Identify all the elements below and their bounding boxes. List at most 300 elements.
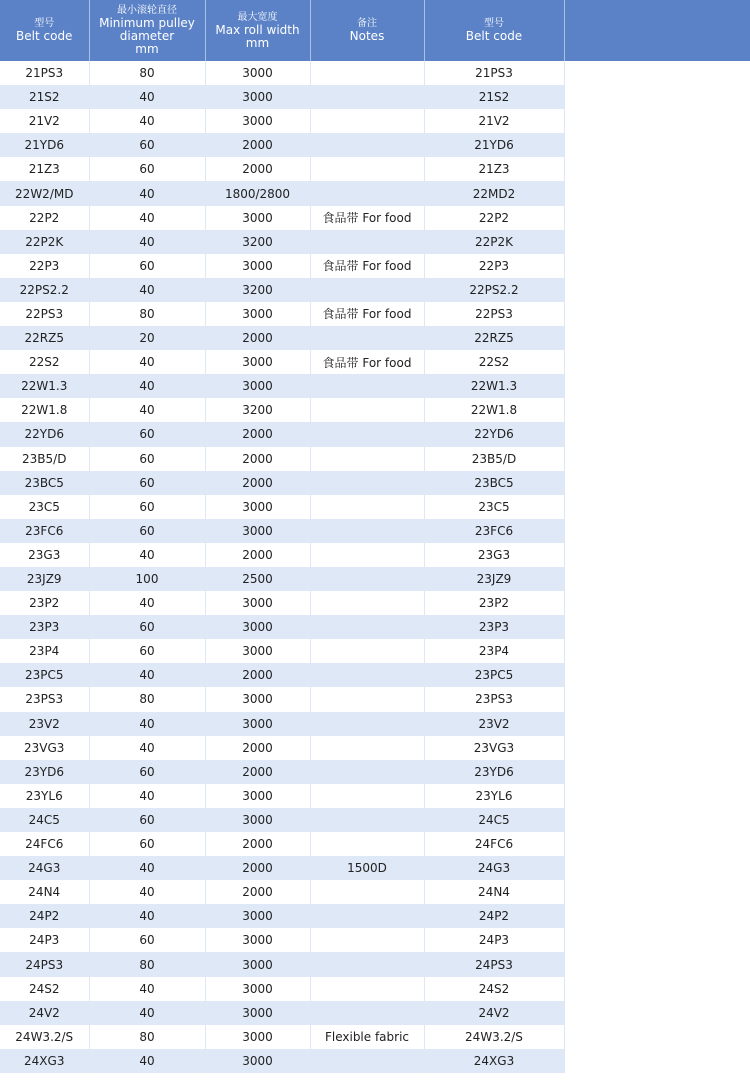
cell-min-pulley-diameter: 60 [89,422,205,446]
cell-belt-code-right: 23P3 [424,615,564,639]
cell-belt-code-right: 23PC5 [424,663,564,687]
cell-notes [310,278,424,302]
table-row [0,1049,750,1073]
cell-belt-code-right: 22P2 [424,206,564,230]
cell-min-pulley-diameter: 40 [89,206,205,230]
cell-belt-code: 21Z3 [0,157,89,181]
cell-notes: Flexible fabric [310,1025,424,1049]
cell-max-roll-width: 3000 [205,254,310,278]
row-spacer [564,639,750,663]
row-spacer [564,856,750,880]
cell-max-roll-width: 3200 [205,398,310,422]
cell-max-roll-width: 3000 [205,591,310,615]
cell-belt-code-right: 22MD2 [424,181,564,205]
cell-belt-code: 22W1.8 [0,398,89,422]
cell-notes [310,133,424,157]
row-spacer [564,519,750,543]
row-spacer [564,615,750,639]
table-row [0,181,750,205]
row-spacer [564,206,750,230]
table-row [0,230,750,254]
table-row [0,1025,750,1049]
row-spacer [564,181,750,205]
row-spacer [564,302,750,326]
cell-min-pulley-diameter: 60 [89,157,205,181]
table-row [0,784,750,808]
cell-belt-code: 22PS3 [0,302,89,326]
row-spacer [564,1025,750,1049]
header-max-roll-width-cn: 最大宽度 [237,11,278,23]
cell-notes: 食品带 For food [310,350,424,374]
row-spacer [564,784,750,808]
cell-belt-code-right: 22RZ5 [424,326,564,350]
row-spacer [564,422,750,446]
cell-belt-code-right: 23BC5 [424,471,564,495]
cell-belt-code: 22RZ5 [0,326,89,350]
cell-belt-code: 24FC6 [0,832,89,856]
cell-max-roll-width: 2000 [205,543,310,567]
row-spacer [564,398,750,422]
table-row [0,133,750,157]
table-row [0,302,750,326]
cell-belt-code-right: 24V2 [424,1001,564,1025]
row-spacer [564,157,750,181]
cell-min-pulley-diameter: 60 [89,471,205,495]
cell-belt-code: 21S2 [0,85,89,109]
cell-belt-code: 24G3 [0,856,89,880]
cell-belt-code: 23JZ9 [0,567,89,591]
cell-belt-code-right: 22P3 [424,254,564,278]
cell-max-roll-width: 3200 [205,230,310,254]
cell-min-pulley-diameter: 60 [89,615,205,639]
cell-max-roll-width: 3000 [205,615,310,639]
cell-belt-code-right: 22PS3 [424,302,564,326]
cell-notes [310,952,424,976]
cell-min-pulley-diameter: 60 [89,808,205,832]
cell-min-pulley-diameter: 40 [89,736,205,760]
cell-max-roll-width: 2000 [205,471,310,495]
cell-notes [310,928,424,952]
header-belt-code-cn: 型号 [34,18,55,29]
cell-min-pulley-diameter: 40 [89,278,205,302]
row-spacer [564,278,750,302]
cell-belt-code-right: 22PS2.2 [424,278,564,302]
cell-max-roll-width: 3000 [205,206,310,230]
table-row [0,398,750,422]
cell-max-roll-width: 3000 [205,639,310,663]
cell-belt-code-right: 22W1.3 [424,374,564,398]
cell-max-roll-width: 1800/2800 [205,181,310,205]
row-spacer [564,85,750,109]
cell-max-roll-width: 2000 [205,832,310,856]
cell-min-pulley-diameter: 100 [89,567,205,591]
cell-max-roll-width: 2000 [205,736,310,760]
cell-belt-code: 23VG3 [0,736,89,760]
table-row [0,278,750,302]
cell-notes [310,543,424,567]
cell-belt-code-right: 23JZ9 [424,567,564,591]
table-row [0,471,750,495]
cell-belt-code-right: 23YD6 [424,760,564,784]
cell-notes [310,736,424,760]
cell-belt-code: 24P2 [0,904,89,928]
row-spacer [564,928,750,952]
cell-max-roll-width: 3000 [205,61,310,85]
cell-belt-code: 23V2 [0,712,89,736]
cell-min-pulley-diameter: 60 [89,495,205,519]
cell-belt-code: 24P3 [0,928,89,952]
cell-notes [310,230,424,254]
cell-notes [310,61,424,85]
table-row [0,422,750,446]
cell-belt-code-right: 23C5 [424,495,564,519]
header-notes-cn: 备注 [357,18,377,29]
cell-max-roll-width: 2000 [205,133,310,157]
cell-min-pulley-diameter: 60 [89,519,205,543]
cell-belt-code-right: 23YL6 [424,784,564,808]
cell-min-pulley-diameter: 40 [89,977,205,1001]
cell-belt-code-right: 22W1.8 [424,398,564,422]
cell-notes [310,374,424,398]
cell-belt-code-right: 22S2 [424,350,564,374]
cell-belt-code-right: 24PS3 [424,952,564,976]
table-row [0,567,750,591]
cell-belt-code-right: 23P4 [424,639,564,663]
cell-belt-code-right: 23P2 [424,591,564,615]
cell-belt-code: 21V2 [0,109,89,133]
cell-belt-code: 22P2K [0,230,89,254]
cell-min-pulley-diameter: 40 [89,904,205,928]
cell-belt-code-right: 23B5/D [424,447,564,471]
cell-min-pulley-diameter: 40 [89,880,205,904]
cell-belt-code-right: 22P2K [424,230,564,254]
table-row [0,639,750,663]
cell-belt-code-right: 22YD6 [424,422,564,446]
cell-min-pulley-diameter: 40 [89,712,205,736]
row-spacer [564,543,750,567]
row-spacer [564,567,750,591]
cell-notes [310,567,424,591]
row-spacer [564,374,750,398]
cell-min-pulley-diameter: 80 [89,302,205,326]
cell-belt-code-right: 21YD6 [424,133,564,157]
cell-belt-code: 22PS2.2 [0,278,89,302]
table-row [0,591,750,615]
cell-belt-code-right: 21PS3 [424,61,564,85]
row-spacer [564,471,750,495]
table-row [0,712,750,736]
header-min-pulley-diameter-cn: 最小滚轮直径 [117,5,177,16]
cell-notes [310,663,424,687]
header-spacer [564,0,750,61]
cell-min-pulley-diameter: 80 [89,1025,205,1049]
cell-max-roll-width: 2000 [205,880,310,904]
row-spacer [564,495,750,519]
cell-notes [310,808,424,832]
cell-belt-code: 24V2 [0,1001,89,1025]
row-spacer [564,591,750,615]
cell-belt-code: 23PC5 [0,663,89,687]
cell-notes [310,471,424,495]
table-row [0,543,750,567]
cell-belt-code: 23BC5 [0,471,89,495]
table-row [0,687,750,711]
cell-notes [310,85,424,109]
row-spacer [564,230,750,254]
cell-notes [310,832,424,856]
cell-notes [310,398,424,422]
table-row [0,1001,750,1025]
cell-min-pulley-diameter: 80 [89,687,205,711]
table-row [0,977,750,1001]
row-spacer [564,447,750,471]
cell-belt-code-right: 21Z3 [424,157,564,181]
cell-max-roll-width: 3000 [205,1049,310,1073]
table-row [0,760,750,784]
table-row [0,61,750,85]
cell-belt-code-right: 23VG3 [424,736,564,760]
cell-max-roll-width: 3000 [205,85,310,109]
cell-max-roll-width: 2000 [205,856,310,880]
cell-max-roll-width: 3000 [205,904,310,928]
cell-notes [310,904,424,928]
cell-max-roll-width: 2500 [205,567,310,591]
cell-notes [310,880,424,904]
cell-belt-code: 23B5/D [0,447,89,471]
row-spacer [564,1001,750,1025]
cell-notes: 食品带 For food [310,206,424,230]
row-spacer [564,880,750,904]
cell-notes [310,157,424,181]
cell-min-pulley-diameter: 40 [89,856,205,880]
cell-belt-code: 21YD6 [0,133,89,157]
cell-belt-code: 22YD6 [0,422,89,446]
row-spacer [564,952,750,976]
cell-max-roll-width: 2000 [205,447,310,471]
table-body [0,61,750,1073]
table-row [0,206,750,230]
cell-belt-code-right: 23G3 [424,543,564,567]
cell-belt-code: 24XG3 [0,1049,89,1073]
cell-min-pulley-diameter: 60 [89,447,205,471]
table-row [0,832,750,856]
cell-belt-code-right: 24P3 [424,928,564,952]
cell-notes [310,495,424,519]
cell-belt-code: 21PS3 [0,61,89,85]
cell-belt-code-right: 24FC6 [424,832,564,856]
cell-notes: 食品带 For food [310,254,424,278]
cell-max-roll-width: 3000 [205,519,310,543]
cell-max-roll-width: 3200 [205,278,310,302]
cell-min-pulley-diameter: 40 [89,1049,205,1073]
row-spacer [564,61,750,85]
cell-belt-code-right: 24G3 [424,856,564,880]
table-row [0,663,750,687]
cell-max-roll-width: 3000 [205,687,310,711]
header-min-pulley-diameter [89,0,205,61]
cell-belt-code: 23FC6 [0,519,89,543]
table-row [0,350,750,374]
cell-notes [310,447,424,471]
cell-min-pulley-diameter: 40 [89,784,205,808]
cell-notes: 1500D [310,856,424,880]
cell-min-pulley-diameter: 60 [89,760,205,784]
row-spacer [564,832,750,856]
header-belt-code-right-cn: 型号 [484,18,504,29]
cell-belt-code: 23YD6 [0,760,89,784]
header-notes [310,0,424,61]
cell-max-roll-width: 2000 [205,326,310,350]
cell-max-roll-width: 2000 [205,157,310,181]
cell-notes [310,326,424,350]
row-spacer [564,133,750,157]
cell-min-pulley-diameter: 80 [89,61,205,85]
cell-belt-code-right: 24P2 [424,904,564,928]
cell-notes [310,687,424,711]
table-row [0,736,750,760]
header-row [0,0,750,61]
cell-max-roll-width: 3000 [205,808,310,832]
table-row [0,952,750,976]
table-row [0,856,750,880]
cell-min-pulley-diameter: 60 [89,928,205,952]
header-notes-en: Notes [349,29,385,43]
header-belt-code-right [424,0,564,61]
row-spacer [564,254,750,278]
cell-belt-code-right: 21V2 [424,109,564,133]
header-belt-code [0,0,89,61]
cell-notes [310,639,424,663]
cell-belt-code: 24W3.2/S [0,1025,89,1049]
cell-max-roll-width: 3000 [205,350,310,374]
row-spacer [564,663,750,687]
cell-notes [310,1049,424,1073]
table-row [0,157,750,181]
cell-belt-code: 22P2 [0,206,89,230]
cell-belt-code: 22W2/MD [0,181,89,205]
cell-min-pulley-diameter: 40 [89,374,205,398]
cell-notes [310,712,424,736]
table-row [0,374,750,398]
cell-notes [310,977,424,1001]
cell-max-roll-width: 2000 [205,663,310,687]
table-row [0,254,750,278]
cell-belt-code-right: 24C5 [424,808,564,832]
cell-belt-code: 23G3 [0,543,89,567]
cell-belt-code: 23PS3 [0,687,89,711]
cell-max-roll-width: 2000 [205,422,310,446]
row-spacer [564,904,750,928]
cell-belt-code-right: 21S2 [424,85,564,109]
cell-belt-code: 24PS3 [0,952,89,976]
cell-belt-code-right: 24N4 [424,880,564,904]
cell-min-pulley-diameter: 60 [89,832,205,856]
row-spacer [564,109,750,133]
table-row [0,808,750,832]
cell-min-pulley-diameter: 40 [89,109,205,133]
table-row [0,85,750,109]
cell-belt-code-right: 23V2 [424,712,564,736]
cell-min-pulley-diameter: 60 [89,133,205,157]
table-row [0,880,750,904]
cell-max-roll-width: 2000 [205,760,310,784]
cell-belt-code: 23P2 [0,591,89,615]
header-min-pulley-diameter-unit: mm [135,42,159,56]
row-spacer [564,1049,750,1073]
cell-belt-code: 23P4 [0,639,89,663]
cell-notes [310,181,424,205]
cell-notes [310,591,424,615]
cell-belt-code: 23P3 [0,615,89,639]
cell-max-roll-width: 3000 [205,1025,310,1049]
cell-min-pulley-diameter: 40 [89,350,205,374]
cell-notes [310,1001,424,1025]
cell-min-pulley-diameter: 40 [89,663,205,687]
cell-max-roll-width: 3000 [205,977,310,1001]
cell-max-roll-width: 3000 [205,712,310,736]
cell-belt-code: 23YL6 [0,784,89,808]
cell-notes [310,519,424,543]
row-spacer [564,760,750,784]
cell-belt-code: 22S2 [0,350,89,374]
row-spacer [564,326,750,350]
cell-notes: 食品带 For food [310,302,424,326]
cell-max-roll-width: 3000 [205,302,310,326]
cell-max-roll-width: 3000 [205,928,310,952]
row-spacer [564,736,750,760]
row-spacer [564,808,750,832]
cell-min-pulley-diameter: 40 [89,85,205,109]
cell-min-pulley-diameter: 60 [89,254,205,278]
cell-belt-code: 23C5 [0,495,89,519]
header-belt-code-en: Belt code [16,29,73,43]
cell-min-pulley-diameter: 60 [89,639,205,663]
cell-min-pulley-diameter: 40 [89,398,205,422]
cell-belt-code: 24S2 [0,977,89,1001]
cell-max-roll-width: 3000 [205,784,310,808]
header-min-pulley-diameter-en: Minimum pulley diameter [99,16,195,43]
cell-belt-code: 24C5 [0,808,89,832]
cell-belt-code-right: 24XG3 [424,1049,564,1073]
table-row [0,109,750,133]
table-row [0,495,750,519]
cell-max-roll-width: 3000 [205,952,310,976]
row-spacer [564,712,750,736]
header-max-roll-width [205,0,310,61]
cell-min-pulley-diameter: 40 [89,543,205,567]
cell-max-roll-width: 3000 [205,495,310,519]
cell-notes [310,760,424,784]
table-row [0,326,750,350]
cell-notes [310,784,424,808]
header-max-roll-width-unit: mm [245,35,270,50]
cell-min-pulley-diameter: 40 [89,230,205,254]
cell-min-pulley-diameter: 40 [89,1001,205,1025]
cell-min-pulley-diameter: 80 [89,952,205,976]
cell-min-pulley-diameter: 40 [89,591,205,615]
table-row [0,928,750,952]
table-row [0,904,750,928]
cell-min-pulley-diameter: 20 [89,326,205,350]
cell-belt-code-right: 24S2 [424,977,564,1001]
cell-max-roll-width: 3000 [205,1001,310,1025]
cell-belt-code-right: 24W3.2/S [424,1025,564,1049]
row-spacer [564,687,750,711]
cell-notes [310,615,424,639]
header-belt-code-right-en: Belt code [465,29,523,43]
cell-max-roll-width: 3000 [205,374,310,398]
table-row [0,447,750,471]
